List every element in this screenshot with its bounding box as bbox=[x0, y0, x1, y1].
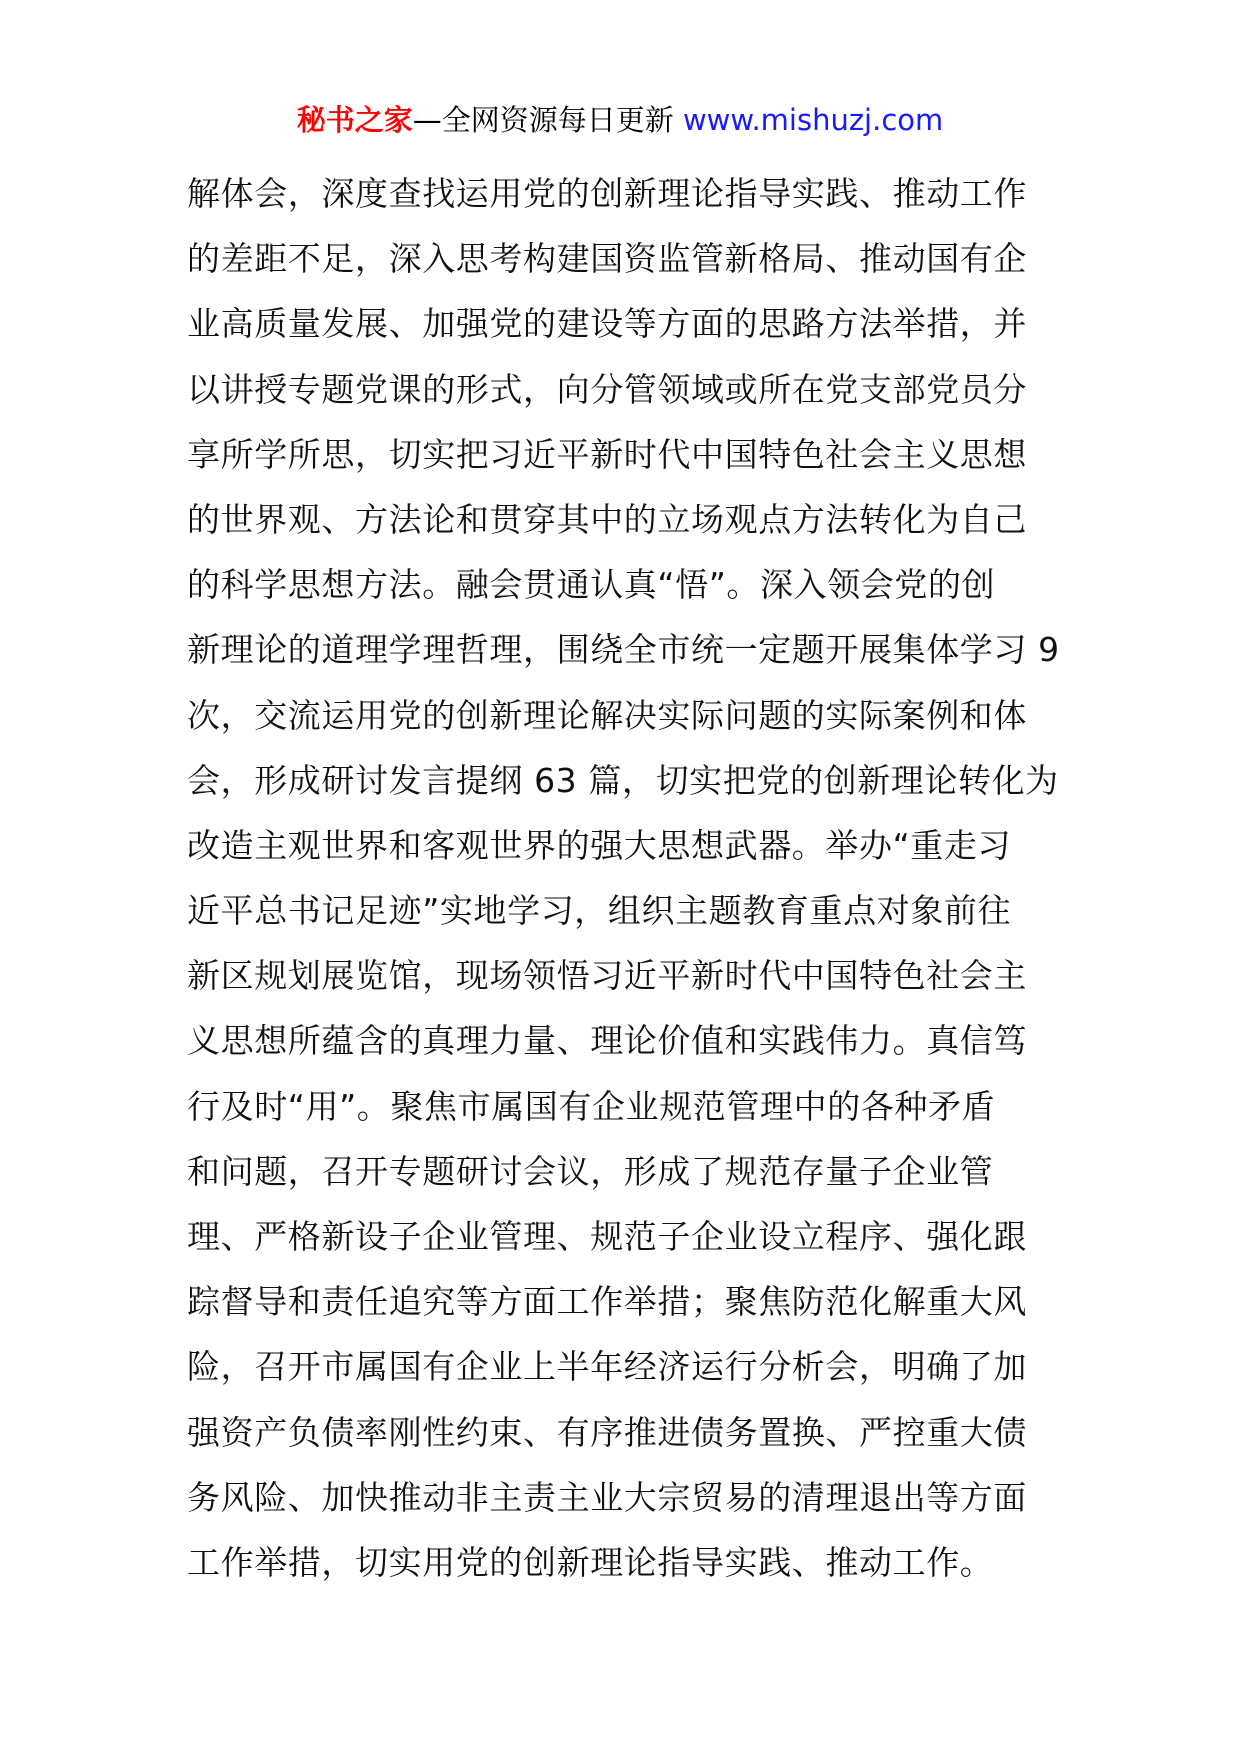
brand-name: 秘书之家 bbox=[296, 103, 413, 137]
website-link[interactable]: www.mishuzj.com bbox=[682, 103, 944, 137]
text-line: 享所学所思，切实把习近平新时代中国特色社会主义思想 bbox=[187, 434, 1027, 474]
text-line: 踪督导和责任追究等方面工作举措；聚焦防范化解重大风 bbox=[187, 1282, 1027, 1322]
text-line: 险，召开市属国有企业上半年经济运行分析会，明确了加 bbox=[187, 1347, 1027, 1387]
text-line: 和问题，召开专题研讨会议，形成了规范存量子企业管 bbox=[187, 1151, 994, 1191]
text-line: 强资产负债率刚性约束、有序推进债务置换、严控重大债 bbox=[187, 1412, 1027, 1452]
text-line: 义思想所蕴含的真理力量、理论价值和实践伟力。真信笃 bbox=[187, 1021, 1027, 1061]
text-line: 解体会，深度查找运用党的创新理论指导实践、推动工作 bbox=[187, 174, 1027, 213]
body-text bbox=[187, 161, 1060, 1595]
text-line: 业高质量发展、加强党的建设等方面的思路方法举措，并 bbox=[187, 304, 1027, 344]
text-line: 会，形成研讨发言提纲 63 篇，切实把党的创新理论转化为 bbox=[187, 760, 1059, 800]
text-line: 新理论的道理学理哲理，围绕全市统一定题开展集体学习 9 bbox=[187, 630, 1060, 670]
text-line: 改造主观世界和客观世界的强大思想武器。举办“重走习 bbox=[187, 825, 1012, 865]
text-line: 以讲授专题党课的形式，向分管领域或所在党支部党员分 bbox=[187, 369, 1027, 409]
text-line: 新区规划展览馆，现场领悟习近平新时代中国特色社会主 bbox=[187, 956, 1027, 996]
text-line: 务风险、加快推动非主责主业大宗贸易的清理退出等方面 bbox=[187, 1477, 1027, 1517]
text-line: 的差距不足，深入思考构建国资监管新格局、推动国有企 bbox=[187, 239, 1027, 279]
header-tagline: —全网资源每日更新 bbox=[412, 103, 683, 137]
text-line: 的科学思想方法。融会贯通认真“悟”。深入领会党的创 bbox=[187, 565, 996, 605]
text-line: 理、严格新设子企业管理、规范子企业设立程序、强化跟 bbox=[187, 1217, 1027, 1256]
text-line: 行及时“用”。聚焦市属国有企业规范管理中的各种矛盾 bbox=[187, 1086, 996, 1126]
text-line: 近平总书记足迹”实地学习，组织主题教育重点对象前往 bbox=[187, 891, 1012, 931]
page-header bbox=[0, 100, 1240, 140]
text-line: 的世界观、方法论和贯穿其中的立场观点方法转化为自己 bbox=[187, 499, 1027, 539]
text-line: 次，交流运用党的创新理论解决实际问题的实际案例和体 bbox=[187, 695, 1027, 735]
text-line: 工作举措，切实用党的创新理论指导实践、推动工作。 bbox=[187, 1542, 994, 1582]
